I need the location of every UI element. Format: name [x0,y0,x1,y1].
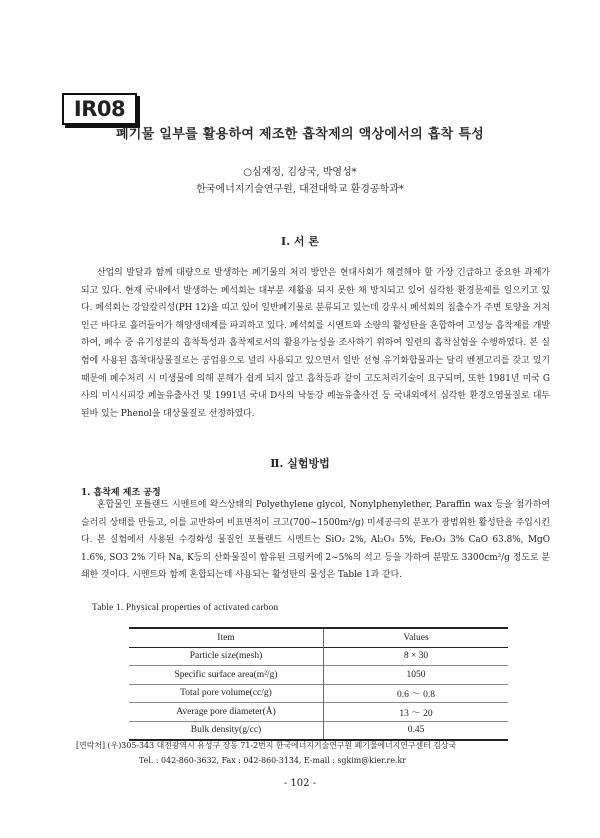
table-caption: Table 1. Physical properties of activated carbon [92,603,279,613]
methods-paragraph: 혼합물인 포틀랜드 시멘트에 왁스상태의 Polyethylene glycol, Nonylphenylether, Paraffin wax 등을 첨가하여 슬러리 상태를 만들고, 이를 교반하여 비표면적이 크고(700~1500m²/g) 미세공극의 분포가 광범위한 활성탄을 주입시킨다. 본 실험에서 사용된 수경화성 물질인 포틀랜드 시멘트는 SiO₂ 2%, Al₂O₃ 5%, Fe₂O₃ 3% CaO 63.8%, MgO 1.6%, SO3 2% 기타 Na, K등의 산화물질이 함유된 크링커에 2~5%의 석고 등을 가하여 분말도 3300cm²/g 정도로 분쇄한 것이다. 시멘트와 함께 혼합되는데 사용되는 활성탄의 물성은 Table 1과 같다. [81,500,550,581]
table-cell-value: 0.45 [407,725,425,736]
table-cell-value: 13 ～ 20 [399,708,433,719]
paper-title: 폐기물 일부를 활용하여 제조한 흡착제의 액상에서의 흡착 특성 [115,127,485,142]
page-number: - 102 - [283,778,317,789]
contact-footnote [76,738,456,768]
table-row [129,647,508,666]
table-header-row [129,628,508,647]
table-cell-item: Particle size(mesh) [129,647,324,666]
author-list: ○심재정, 김상국, 박영성* [243,167,357,178]
table-header-item: Item [129,628,324,647]
table-cell-item: Total pore volume(cc/g) [129,684,324,703]
table-cell-value: 1050 [406,669,426,680]
table-row [129,684,508,703]
section-heading-introduction: Ⅰ. 서 론 [281,235,319,248]
properties-table [129,627,508,741]
paper-code-badge: IR08 [62,93,137,125]
section-heading-methods: Ⅱ. 실험방법 [270,457,330,470]
table-cell-value: 0.6 ～ 0.8 [396,690,435,701]
contact-phone-email: Tel. : 042-860-3632, Fax : 042-860-3134, E-mail : sgkim@kier.re.kr [139,756,407,765]
table-row [129,703,508,722]
table-cell-item: Average pore diameter(Å) [129,703,324,722]
contact-address: [연락처] (우)305-343 대전광역시 유성구 장동 71-2번지 한국에너지기술연구원 폐기물에너지연구센터 김상국 [76,741,457,750]
table-cell-value: 8 × 30 [403,651,429,662]
table-header-values: Values [403,632,429,643]
subsection-heading-adsorbent-process: 1. 흡착제 제조 공정 [81,488,161,498]
table-cell-item: Bulk density(g/cc) [129,721,324,740]
author-affiliation: 한국에너지기술연구원, 대전대학교 환경공학과* [196,184,404,195]
table-row [129,666,508,685]
table-cell-item: Specific surface area(m²/g) [129,666,324,685]
introduction-paragraph: 산업의 발달과 함께 대량으로 발생하는 폐기물의 처리 방안은 현대사회가 해결해야 할 가장 긴급하고 중요한 과제가 되고 있다. 현재 국내에서 발생하는 폐석회는 대부분 재활용 되지 못한 채 방치되고 있어 심각한 환경문제를 일으키고 있다. 폐석회는 강알칼리성(PH 12)을 띠고 있어 일반폐기물로 분류되고 있는데 강우시 폐석회의 침출수가 주변 토양을 거쳐 인근 바다로 흘러들어가 해양생태계를 파괴하고 있다. 폐석회를 시멘트와 소량의 활성탄을 혼합하여 고성능 흡착제를 개발하여, 폐수 중 유기성분의 흡착특성과 흡착제로서의 활용가능성을 조사하기 위하여 일련의 흡착실험을 수행하였다. 본 실험에 사용된 흡착대상물질로는 공업용으로 널리 사용되고 있으면서 일반 선형 유기화합물과는 달리 벤젠고리를 갖고 있기 때문에 폐수처리 시 미생물에 의해 분해가 쉽게 되지 않고 흡착등과 같이 고도처리기술이 요구되며, 또한 1981년 미국 G사의 미시시피강 페놀유출사건 및 1991년 국내 D사의 낙동강 페놀유출사건 등 국내외에서 심각한 환경오염물질로 대두된바 있는 Phenol을 대상물질로 선정하였다. [81,268,550,419]
